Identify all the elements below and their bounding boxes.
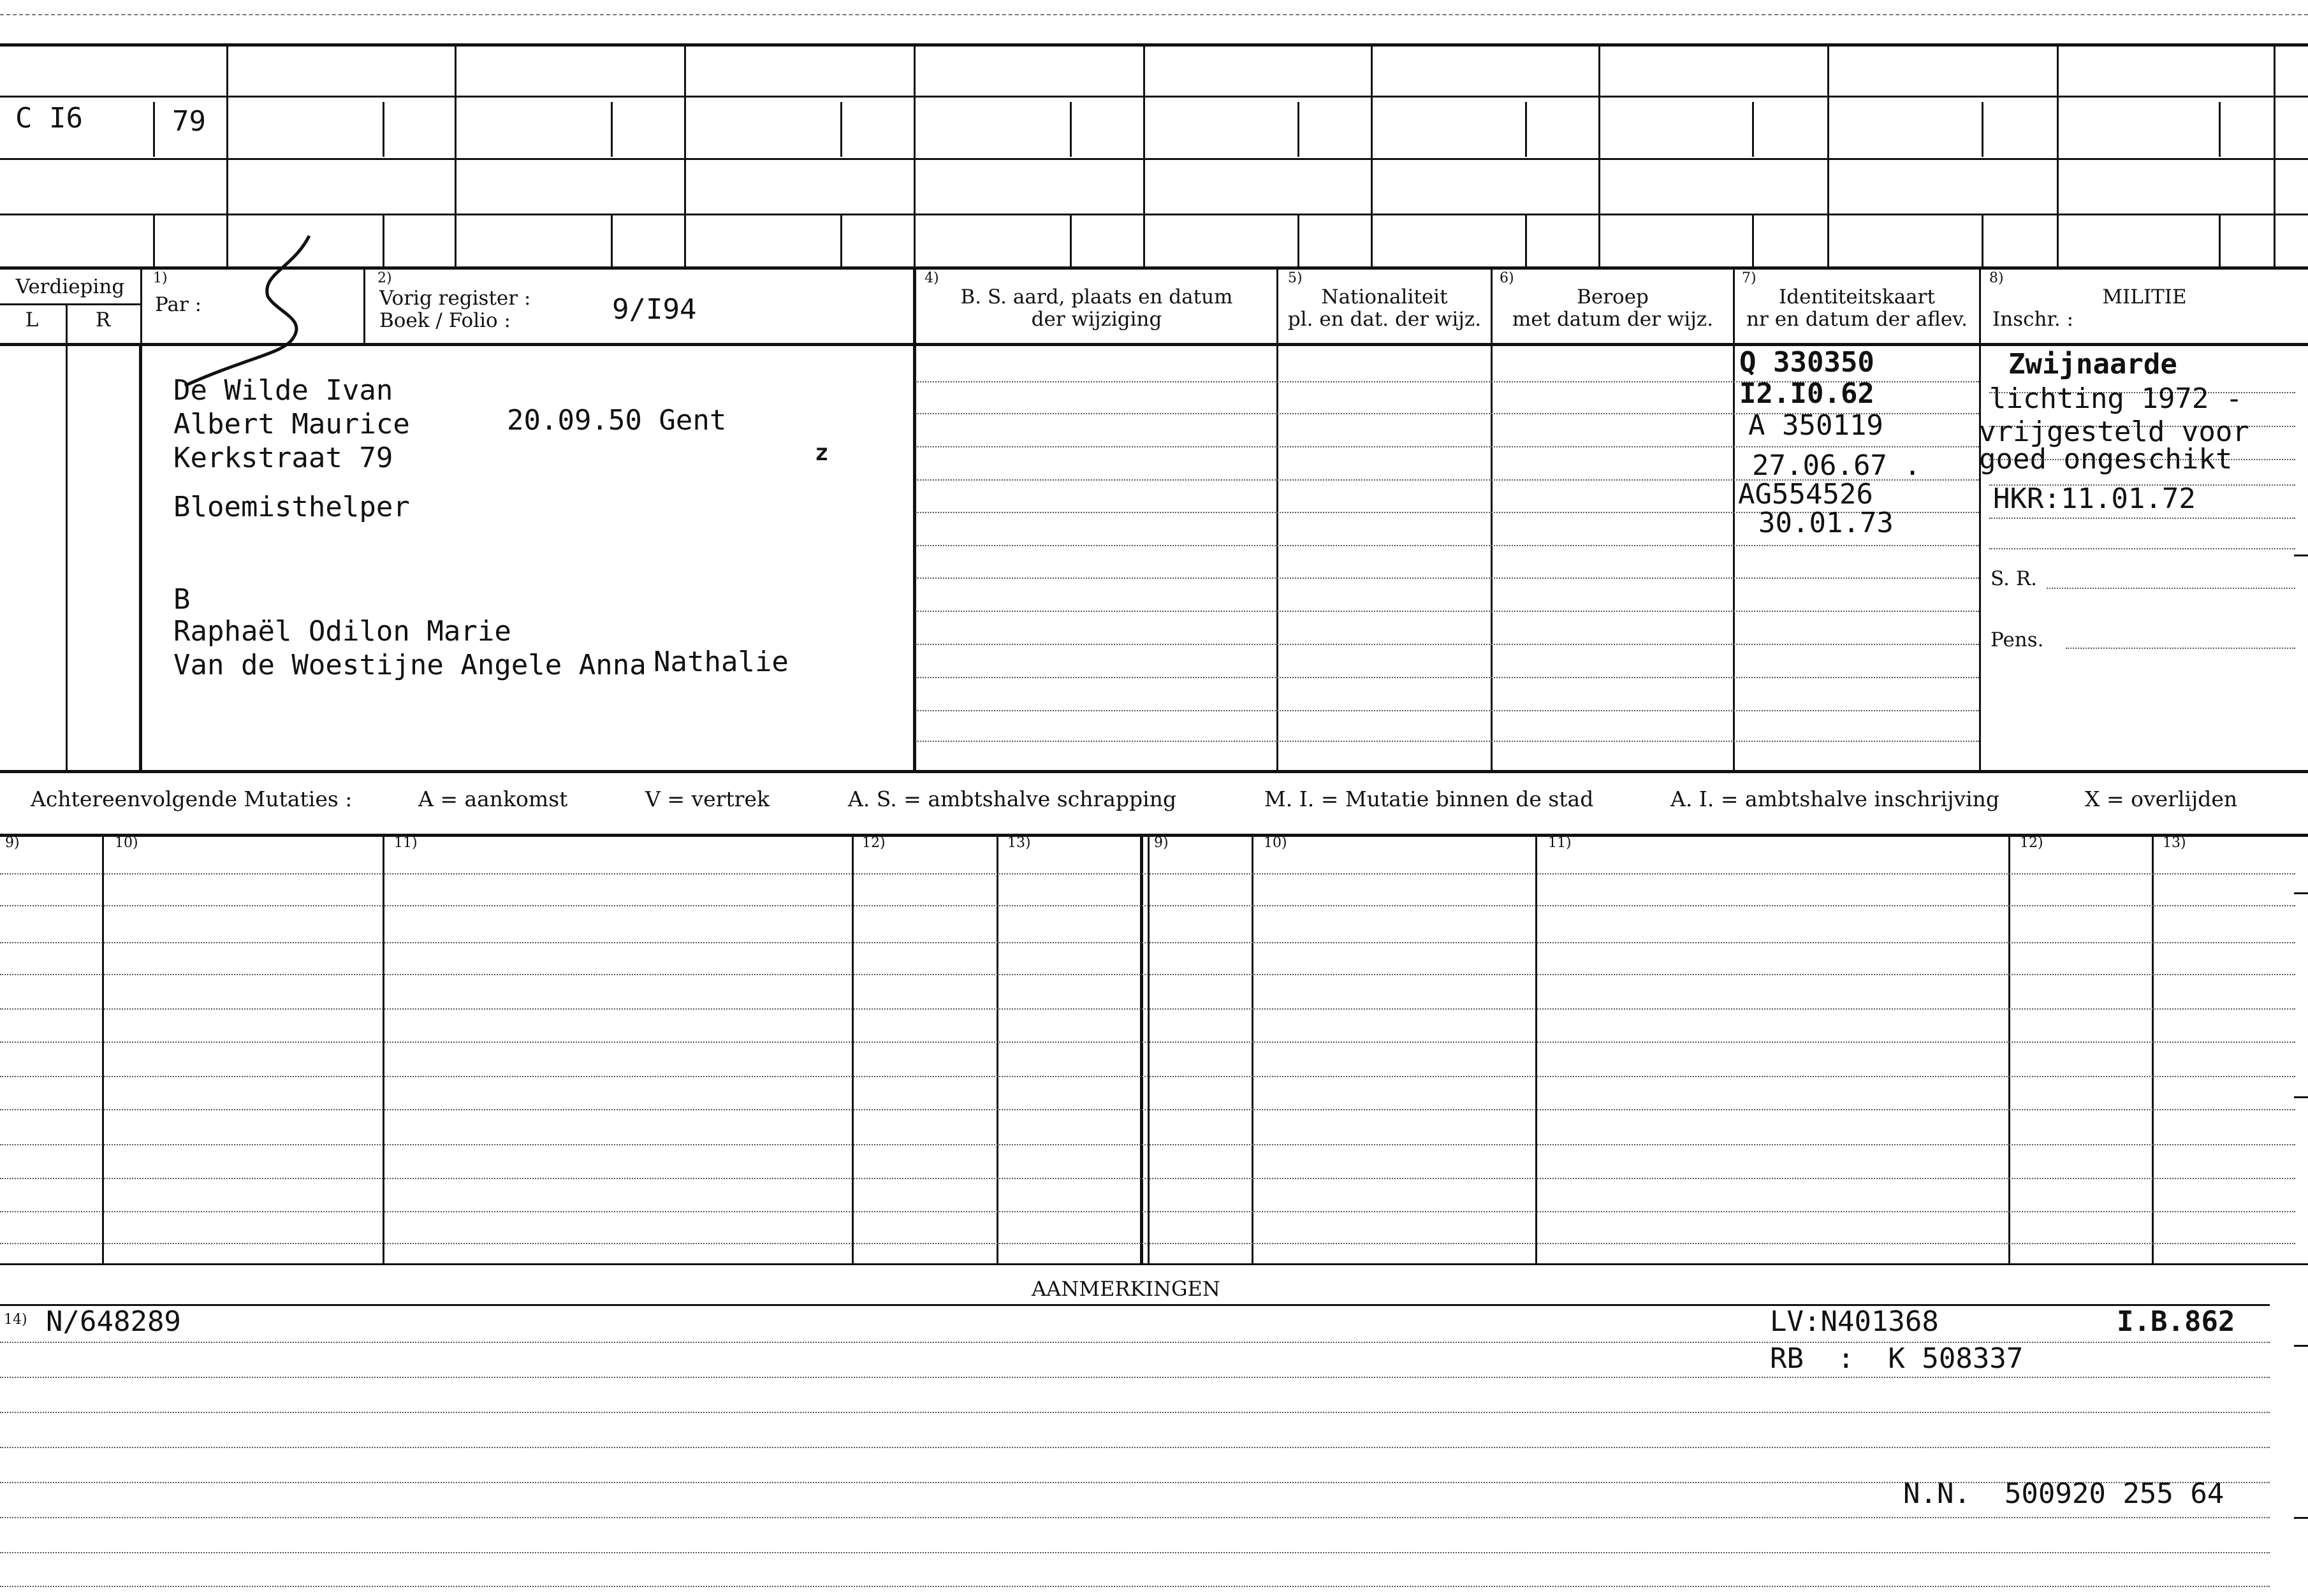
- id-card-1: Q 330350: [1739, 346, 1874, 379]
- mutation-x: X = overlijden: [2085, 787, 2238, 811]
- person-name: De Wilde Ivan: [173, 374, 393, 407]
- col7-line2: nr en datum der aflev.: [1746, 308, 1968, 331]
- militia-line3: vrijgesteld voor: [1979, 416, 2249, 448]
- person-b: B: [173, 583, 191, 616]
- col8-line2: Inschr. :: [1992, 308, 2074, 331]
- person-father: Raphaël Odilon Marie: [173, 615, 511, 648]
- col4-line1: B. S. aard, plaats en datum: [960, 286, 1233, 308]
- id-card-2-date: 27.06.67 .: [1752, 449, 1921, 482]
- person-address: Kerkstraat 79: [173, 442, 393, 474]
- col8-num: 8): [1989, 270, 2004, 286]
- person-mother-extra: Nathalie: [654, 646, 789, 678]
- remarks-rb: RB : K 508337: [1770, 1342, 2024, 1375]
- top-number: 79: [172, 105, 206, 138]
- col8-line1: MILITIE: [2102, 286, 2187, 308]
- top-code: C I6: [15, 102, 83, 134]
- previous-register-value: 9/I94: [612, 293, 697, 326]
- col2-line2: Boek / Folio :: [379, 309, 511, 332]
- col6-line2: met datum der wijz.: [1512, 308, 1714, 331]
- col7-num: 7): [1742, 270, 1757, 286]
- militia-place: Zwijnaarde: [2008, 348, 2177, 381]
- mutation-a: A = aankomst: [418, 787, 568, 811]
- militia-line4: goed ongeschikt: [1979, 443, 2233, 475]
- id-card-3-date: 30.01.73: [1758, 507, 1894, 539]
- remarks-lv: LV:N401368: [1770, 1305, 1939, 1338]
- col2-num: 2): [377, 270, 392, 286]
- militia-sr: S. R.: [1990, 567, 2038, 590]
- col1-label: Par :: [155, 293, 202, 316]
- mut-col-9: 9): [5, 835, 20, 851]
- person-marker: z: [815, 440, 829, 466]
- col5-line2: pl. en dat. der wijz.: [1287, 308, 1482, 331]
- col6-line1: Beroep: [1577, 286, 1649, 308]
- mut-col-13b: 13): [2163, 835, 2186, 851]
- person-profession: Bloemisthelper: [173, 491, 410, 523]
- person-birth: 20.09.50 Gent: [507, 404, 727, 437]
- remarks-nn: N.N. 500920 255 64: [1903, 1477, 2224, 1510]
- id-card-1-date: I2.I0.62: [1739, 377, 1874, 410]
- militia-pens: Pens.: [1990, 628, 2044, 651]
- person-given-names: Albert Maurice: [173, 408, 410, 440]
- floor-title: Verdieping: [15, 275, 125, 298]
- body-bottom-rule: [0, 770, 2308, 773]
- col4-num: 4): [924, 270, 939, 286]
- militia-pens-line: [2066, 648, 2295, 649]
- mut-col-12b: 12): [2020, 835, 2043, 851]
- mutations-title: Achtereenvolgende Mutaties :: [31, 787, 353, 811]
- remarks-number: N/648289: [46, 1305, 181, 1338]
- mut-col-10b: 10): [1264, 835, 1287, 851]
- col5-line1: Nationaliteit: [1321, 286, 1448, 308]
- col1-num: 1): [153, 270, 168, 286]
- mutation-ai: A. I. = ambtshalve inschrijving: [1670, 787, 2000, 811]
- col2-line1: Vorig register :: [379, 287, 531, 310]
- id-card-3: AG554526: [1738, 478, 1873, 511]
- scan-edge: [0, 14, 2308, 15]
- mutation-as: A. S. = ambtshalve schrapping: [848, 787, 1177, 811]
- col6-num: 6): [1500, 270, 1514, 286]
- handwritten-paraph-icon: [172, 229, 338, 395]
- mut-col-13: 13): [1007, 835, 1031, 851]
- mut-col-9b: 9): [1154, 835, 1169, 851]
- mut-col-12: 12): [862, 835, 886, 851]
- remarks-title: AANMERKINGEN: [1032, 1277, 1220, 1301]
- remarks-ib: I.B.862: [2117, 1305, 2235, 1338]
- remarks-num: 14): [4, 1312, 27, 1328]
- person-mother: Van de Woestijne Angele Anna: [173, 649, 646, 681]
- col4-line2: der wijziging: [1031, 308, 1162, 331]
- mutation-v: V = vertrek: [645, 787, 770, 811]
- mut-col-11b: 11): [1548, 835, 1572, 851]
- mut-col-10: 10): [115, 835, 138, 851]
- id-card-2: A 350119: [1748, 409, 1883, 442]
- mutation-mi: M. I. = Mutatie binnen de stad: [1264, 787, 1594, 811]
- floor-right: R: [95, 308, 111, 331]
- militia-sr-line: [2047, 588, 2295, 589]
- col7-line1: Identiteitskaart: [1779, 286, 1935, 308]
- militia-line5: HKR:11.01.72: [1993, 482, 2196, 515]
- col5-num: 5): [1288, 270, 1303, 286]
- floor-left: L: [25, 308, 39, 331]
- mut-col-11: 11): [394, 835, 418, 851]
- militia-line2: lichting 1972 -: [1989, 382, 2243, 415]
